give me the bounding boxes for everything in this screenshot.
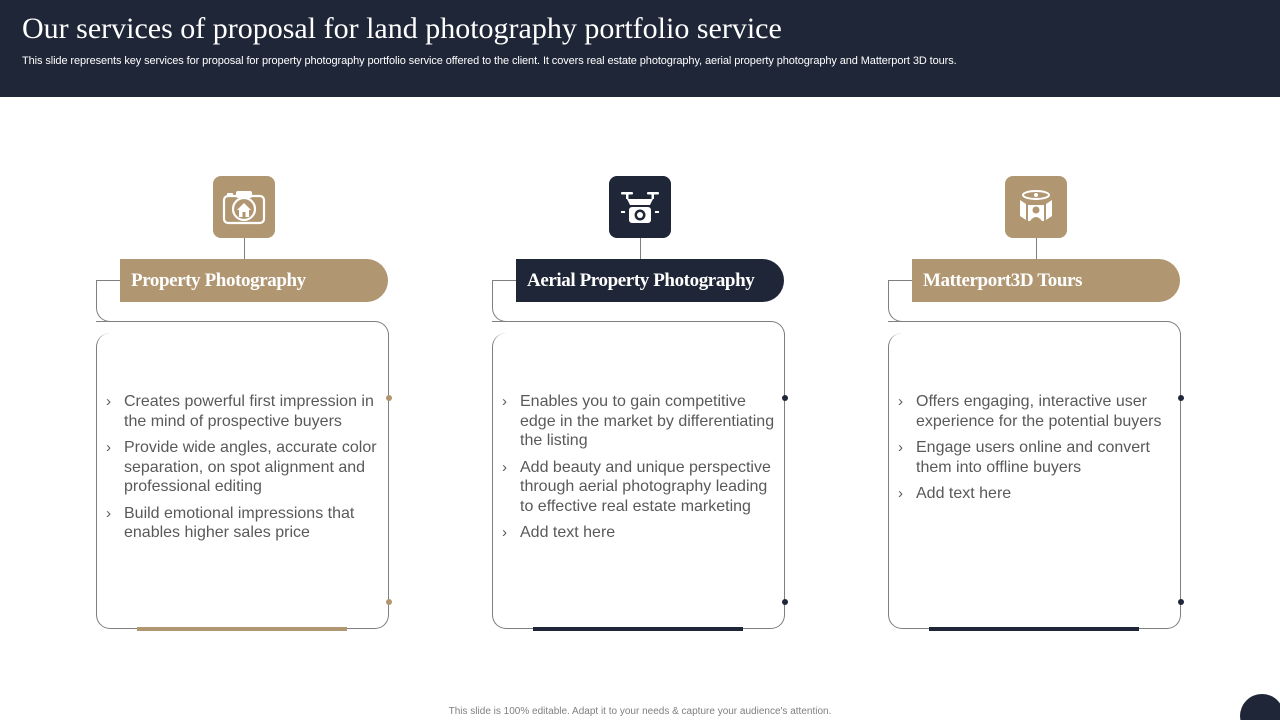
- list-item: › Enables you to gain competitive edge in the market by differentiating the listing: [502, 393, 775, 449]
- chevron-right-icon: ›: [502, 393, 507, 410]
- footer-note: This slide is 100% editable. Adapt it to your needs & capture your audience's attention.: [448, 706, 832, 717]
- list-item: › Engage users online and convert them into offline buyers: [898, 439, 1150, 476]
- service-card-matterport3d-tours: [888, 176, 1188, 636]
- card-title-pill: Property Photography: [120, 259, 388, 302]
- chevron-right-icon: ›: [898, 439, 903, 456]
- chevron-right-icon: ›: [502, 458, 507, 476]
- page-subtitle: This slide represents key services for proposal for property photography portfolio service offered to the client. It covers real estate photography, aerial property photography and Matterport 3D tours.: [22, 55, 957, 67]
- virtual-tour-icon: [1005, 176, 1067, 238]
- card-title-pill: Matterport3D Tours: [912, 259, 1180, 302]
- bullet-list: [104, 392, 379, 550]
- list-item: › Add text here: [502, 524, 616, 541]
- accent-bar: [929, 627, 1139, 631]
- chevron-right-icon: ›: [898, 485, 903, 502]
- chevron-right-icon: ›: [502, 524, 507, 541]
- bullet-list: [500, 392, 775, 550]
- page-title: Our services of proposal for land photography portfolio service: [22, 12, 782, 45]
- card-title-pill: Aerial Property Photography: [516, 259, 784, 302]
- corner-decoration: [1240, 694, 1280, 720]
- chevron-right-icon: ›: [106, 504, 111, 522]
- chevron-right-icon: ›: [898, 393, 903, 410]
- list-item: › Offers engaging, interactive user experience for the potential buyers: [898, 393, 1162, 430]
- service-card-property-photography: [96, 176, 396, 636]
- bullet-list: [896, 392, 1171, 511]
- list-item: › Creates powerful first impression in the mind of prospective buyers: [106, 393, 374, 430]
- chevron-right-icon: ›: [106, 393, 111, 410]
- chevron-right-icon: ›: [106, 439, 111, 456]
- accent-bar: [137, 627, 347, 631]
- drone-camera-icon: [609, 176, 671, 238]
- list-item: › Build emotional impressions that enables higher sales price: [106, 504, 355, 541]
- accent-bar: [533, 627, 743, 631]
- list-item: › Provide wide angles, accurate color separation, on spot alignment and professional editing: [106, 439, 377, 495]
- list-item: › Add text here: [898, 485, 1012, 502]
- header-bar: [0, 0, 1280, 97]
- service-card-aerial-property-photography: [492, 176, 792, 636]
- list-item: › Add beauty and unique perspective through aerial photography leading to effective real estate marketing: [502, 458, 771, 515]
- camera-house-icon: [213, 176, 275, 238]
